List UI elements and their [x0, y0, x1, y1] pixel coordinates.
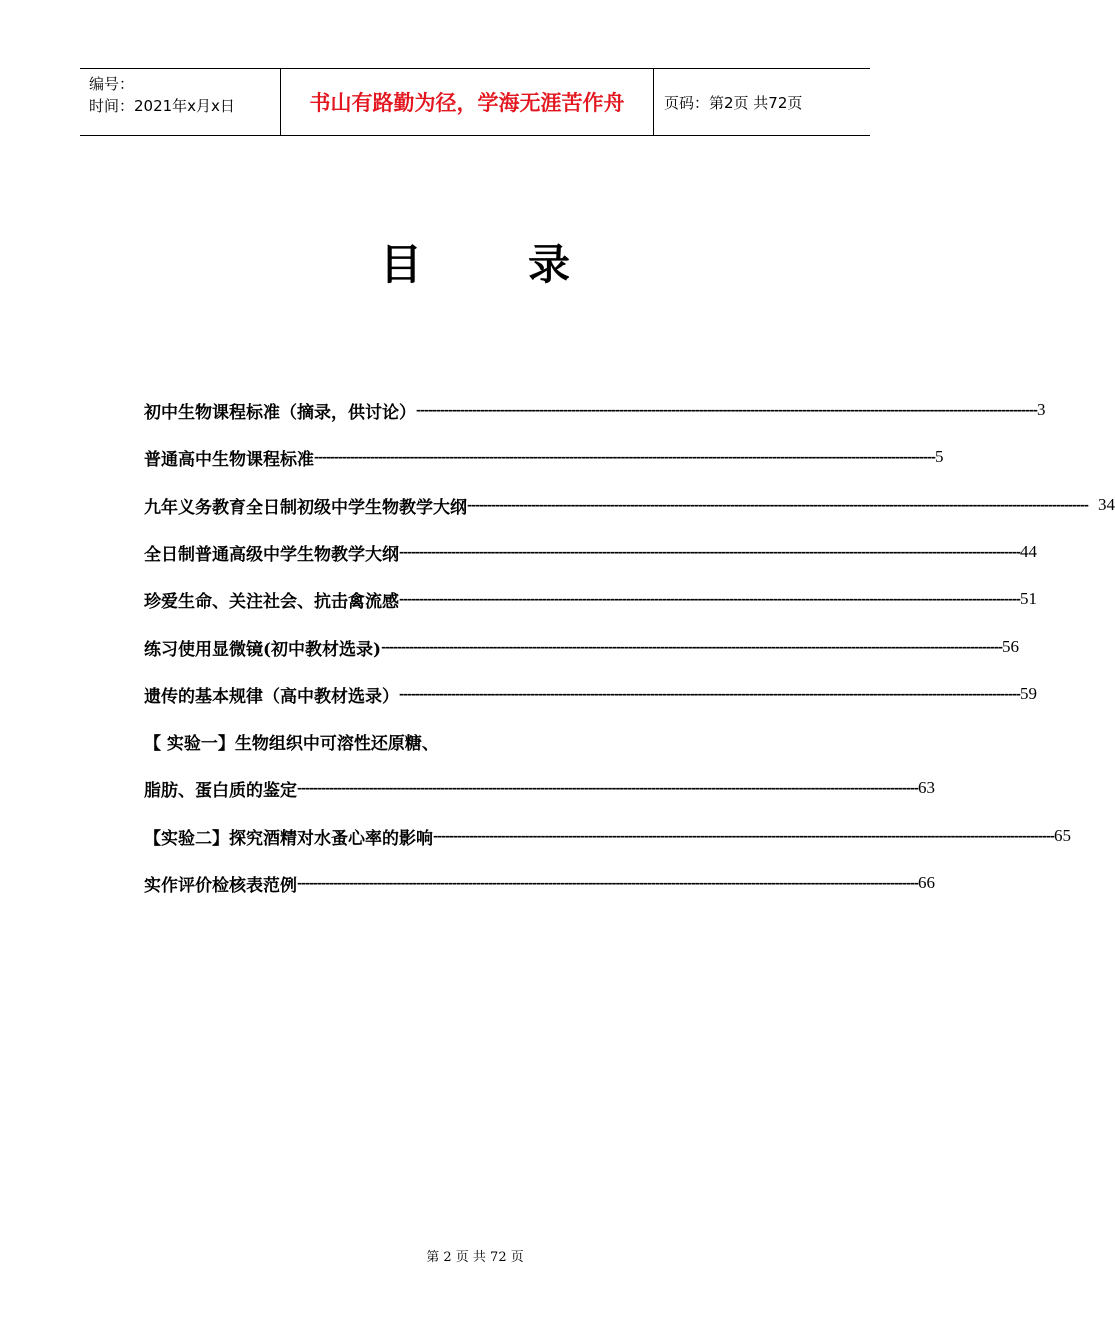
toc-entry-page: 63: [917, 778, 935, 797]
page-footer: 第 2 页 共 72 页: [426, 1250, 524, 1265]
toc-entry-label: 珍爱生命、关注社会、抗击禽流感: [144, 591, 399, 612]
toc-entry[interactable]: [144, 775, 935, 801]
toc-leader: ------------------------------------------------------------------------------------------------------------------------------------------------------------: [399, 545, 1020, 559]
toc-entry[interactable]: [144, 728, 439, 754]
toc-entry-page: 51: [1019, 589, 1037, 608]
toc-entry-label: 脂肪、蛋白质的鉴定: [144, 780, 297, 801]
toc-entry[interactable]: [144, 444, 944, 470]
toc-entry[interactable]: [144, 586, 1037, 612]
toc-entry-page: 59: [1019, 684, 1037, 703]
title-char-2: 录: [528, 240, 571, 289]
toc-leader: ------------------------------------------------------------------------------------------------------------------------------------------------------------: [381, 640, 1003, 654]
toc-entry-label: 遗传的基本规律（高中教材选录）: [144, 686, 399, 707]
toc-entry-page: 3: [1036, 400, 1046, 419]
toc-entry-label: 练习使用显微镜(初中教材选录): [144, 639, 382, 660]
toc-entry-label: 初中生物课程标准（摘录，供讨论）: [144, 402, 416, 423]
header-page-info: 页码：第2页 共72页: [664, 93, 803, 112]
toc-entry-page: 44: [1019, 542, 1037, 561]
toc-leader: ------------------------------------------------------------------------------------------------------------------------------------------------------------: [399, 592, 1020, 606]
toc-leader: ------------------------------------------------------------------------------------------------------------------------------------------------------------: [433, 829, 1054, 843]
toc-leader: ------------------------------------------------------------------------------------------------------------------------------------------------------------: [399, 687, 1020, 701]
page-title: [0, 232, 950, 292]
header-left-cell: [80, 69, 281, 135]
number-label: 编号：: [89, 75, 135, 93]
toc-leader: ------------------------------------------------------------------------------------------------------------------------------------------------------------: [297, 876, 918, 890]
toc-entry-label: 实作评价检核表范例: [144, 875, 297, 896]
toc-entry-page: 66: [917, 873, 935, 892]
toc-entry[interactable]: [144, 681, 1037, 707]
toc-entry-label: 普通高中生物课程标准: [144, 449, 314, 470]
toc-entry-page: 5: [934, 447, 944, 466]
toc-leader: ------------------------------------------------------------------------------------------------------------------------------------------------------------: [416, 403, 1037, 417]
toc-entry[interactable]: [144, 539, 1037, 565]
toc-entry[interactable]: [144, 397, 1046, 423]
toc-entry[interactable]: [144, 823, 1071, 849]
title-char-1: 目: [379, 240, 422, 289]
toc-entry-page: 34: [1097, 495, 1115, 514]
toc-entry[interactable]: [144, 634, 1020, 660]
toc-entry-label: 【 实验一】生物组织中可溶性还原糖、: [144, 733, 439, 754]
toc-entry-label: 九年义务教育全日制初级中学生物教学大纲: [144, 497, 467, 518]
toc-entry-label: 全日制普通高级中学生物教学大纲: [144, 544, 399, 565]
toc-leader: ------------------------------------------------------------------------------------------------------------------------------------------------------------: [314, 450, 935, 464]
toc-leader: ------------------------------------------------------------------------------------------------------------------------------------------------------------: [297, 781, 918, 795]
time-label: 时间：2021年x月x日: [89, 97, 235, 115]
toc-entry[interactable]: [144, 492, 1115, 518]
header-motto: 书山有路勤为径，学海无涯苦作舟: [281, 69, 654, 135]
toc-leader: ------------------------------------------------------------------------------------------------------------------------------------------------------------: [467, 498, 1088, 512]
page-header: [80, 68, 870, 136]
toc-entry-page: 56: [1002, 637, 1020, 656]
toc-entry-label: 【实验二】探究酒精对水蚤心率的影响: [144, 828, 433, 849]
toc-entry-page: 65: [1053, 826, 1071, 845]
toc-entry[interactable]: [144, 870, 935, 896]
